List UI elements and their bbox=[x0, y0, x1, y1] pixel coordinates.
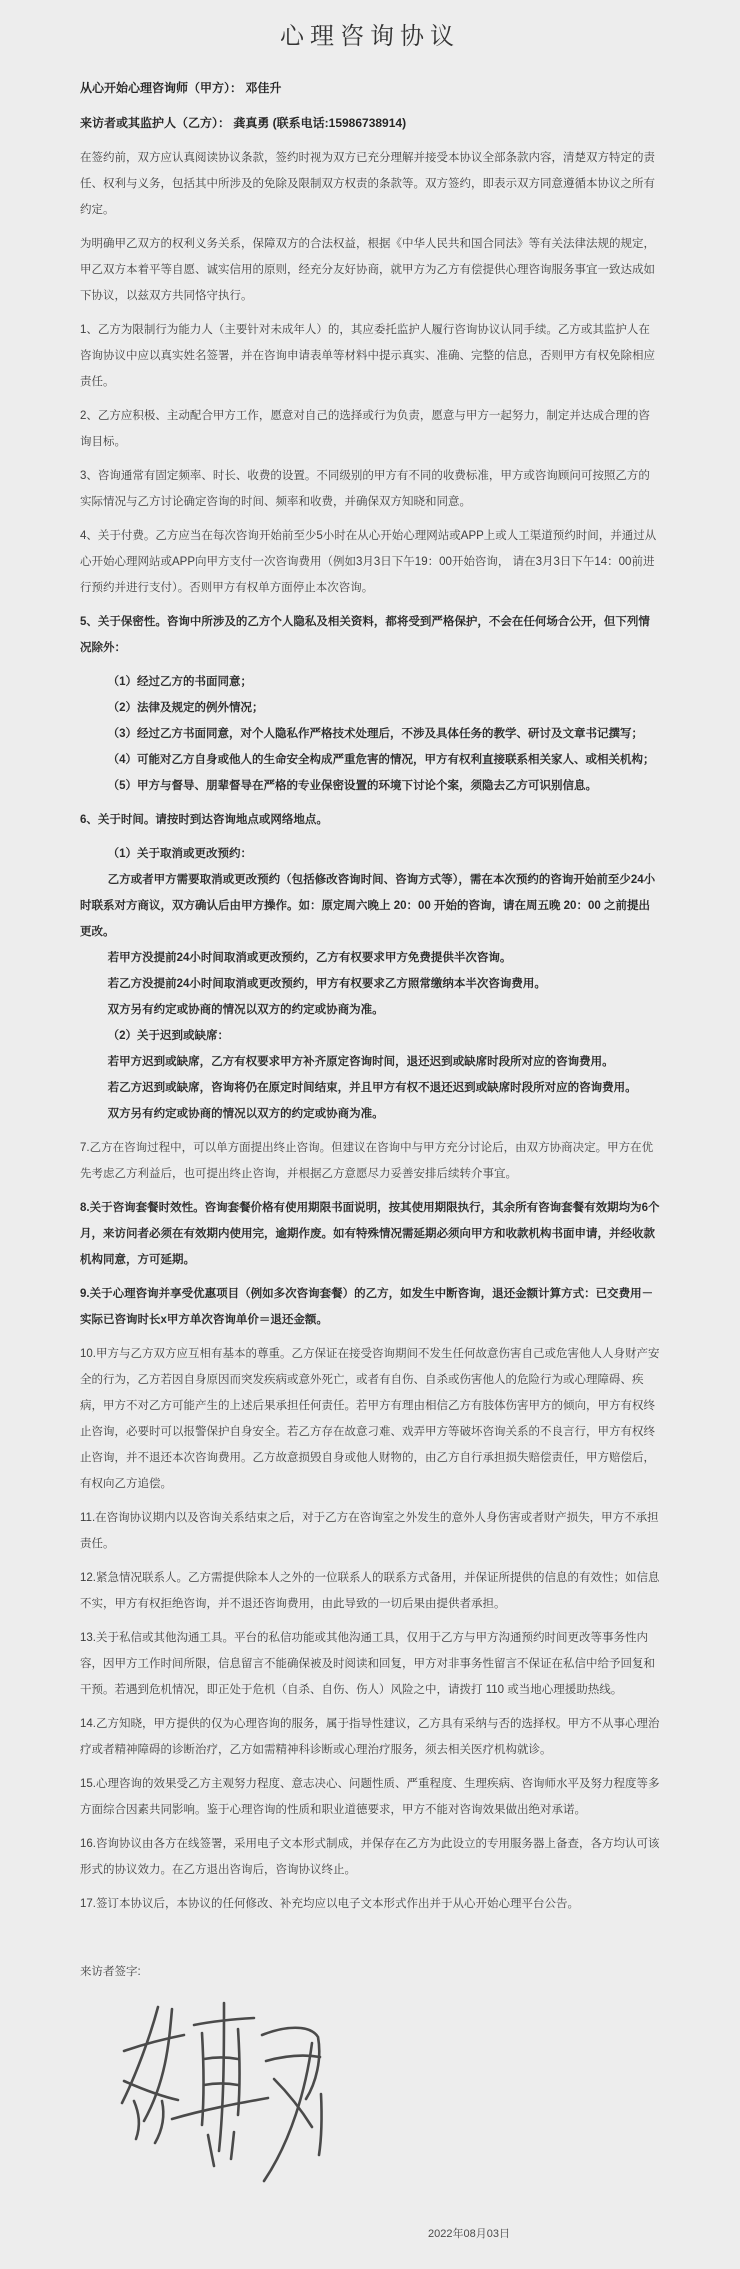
clause-paragraph: 12.紧急情况联系人。乙方需提供除本人之外的一位联系人的联系方式备用，并保证所提供的信息的有效性；如信息不实，甲方有权拒绝咨询，并不退还咨询费用，由此导致的一切后果由提供者承担。 bbox=[80, 1572, 660, 1610]
clause-paragraph: 乙方或者甲方需要取消或更改预约（包括修改咨询时间、咨询方式等），需在本次预约的咨询开始前至少24小时联系对方商议，双方确认后由甲方操作。如：原定周六晚上 20：00 开始的咨询，请在周五晚 20：00 之前提出更改。 bbox=[80, 874, 656, 938]
clause-paragraph: 4、关于付费。乙方应当在每次咨询开始前至少5小时在从心开始心理网站或APP上或人工渠道预约时间，并通过从心开始心理网站或APP向甲方支付一次咨询费用（例如3月3日下午19：00开始咨询， 请在3月3日下午14：00前进行预约并进行支付）。否则甲方有权单方面停止本次咨询。 bbox=[80, 530, 657, 594]
clause-paragraph: （4）可能对乙方自身或他人的生命安全构成严重危害的情况，甲方有权利直接联系相关家人、或相关机构； bbox=[107, 754, 655, 766]
signature-date: 2022年08月03日 bbox=[428, 2228, 510, 2240]
handwritten-signature bbox=[114, 1999, 329, 2191]
clause-paragraph: 10.甲方与乙方双方应互相有基本的尊重。乙方保证在接受咨询期间不发生任何故意伤害自己或危害他人人身财产安全的行为，乙方若因自身原因而突发疾病或意外死亡，或者有自伤、自杀或伤害他人的危险行为或心理障碍、疾病，甲方不对乙方可能产生的上述后果承担任何责任。若甲方有理由相信乙方有肢体伤害甲方的倾向，甲方有权终止咨询，必要时可以报警保护自身安全。若乙方存在故意刁难、戏弄甲方等破坏咨询关系的不良言行，甲方有权终止咨询，并不退还本次咨询费用。乙方故意损毁自身或他人财物的，由乙方自行承担损失赔偿责任，甲方赔偿后，有权向乙方追偿。 bbox=[80, 1348, 660, 1490]
clause-paragraph: 若甲方迟到或缺席，乙方有权要求甲方补齐原定咨询时间，退还迟到或缺席时段所对应的咨询费用。 bbox=[107, 1056, 614, 1068]
party-a-line: 从心开始心理咨询师（甲方）： 邓佳升 bbox=[80, 81, 282, 95]
agreement-document bbox=[80, 0, 660, 2269]
clause-paragraph: 若乙方没提前24小时间取消或更改预约，甲方有权要求乙方照常缴纳本半次咨询费用。 bbox=[107, 978, 546, 990]
clause-paragraph: 若甲方没提前24小时间取消或更改预约，乙方有权要求甲方免费提供半次咨询。 bbox=[107, 952, 512, 964]
clause-paragraph: （3）经过乙方书面同意，对个人隐私作严格技术处理后，不涉及具体任务的教学、研讨及文章书记撰写； bbox=[107, 728, 643, 740]
clause-paragraph: 7.乙方在咨询过程中，可以单方面提出终止咨询。但建议在咨询中与甲方充分讨论后，由双方协商决定。甲方在优先考虑乙方利益后，也可提出终止咨询，并根据乙方意愿尽力妥善安排后续转介事宜。 bbox=[80, 1142, 654, 1180]
clause-paragraph: 为明确甲乙双方的权利义务关系，保障双方的合法权益，根据《中华人民共和国合同法》等有关法律法规的规定，甲乙双方本着平等自愿、诚实信用的原则，经充分友好协商，就甲方为乙方有偿提供心理咨询服务事宜一致达成如下协议，以兹双方共同恪守执行。 bbox=[80, 238, 655, 302]
clause-paragraph: 双方另有约定或协商的情况以双方的约定或协商为准。 bbox=[107, 1108, 384, 1120]
page-title: 心理咨询协议 bbox=[280, 23, 460, 50]
clause-paragraph: 双方另有约定或协商的情况以双方的约定或协商为准。 bbox=[107, 1004, 384, 1016]
clause-paragraph: （5）甲方与督导、朋辈督导在严格的专业保密设置的环境下讨论个案，须隐去乙方可识别信息。 bbox=[107, 780, 597, 792]
signature-label: 来访者签字: bbox=[80, 1966, 141, 1978]
signature-strokes bbox=[122, 2003, 322, 2181]
clause-paragraph: 17.签订本协议后，本协议的任何修改、补充均应以电子文本形式作出并于从心开始心理平台公告。 bbox=[80, 1898, 579, 1910]
clause-paragraph: 2、乙方应积极、主动配合甲方工作，愿意对自己的选择或行为负责，愿意与甲方一起努力，制定并达成合理的咨询目标。 bbox=[80, 410, 650, 448]
agreement-paragraphs bbox=[80, 145, 660, 1917]
party-b-line: 来访者或其监护人（乙方）： 龚真勇 (联系电话:15986738914) bbox=[80, 116, 407, 130]
clause-paragraph: 13.关于私信或其他沟通工具。平台的私信功能或其他沟通工具，仅用于乙方与甲方沟通预约时间更改等事务性内容，因甲方工作时间所限，信息留言不能确保被及时阅读和回复，甲方对非事务性留言不保证在私信中给予回复和干预。若遇到危机情况，即正处于危机（自杀、自伤、伤人）风险之中，请拨打 110 或当地心理援助热线。 bbox=[80, 1632, 655, 1696]
clause-paragraph: （2）法律及规定的例外情况； bbox=[107, 702, 264, 714]
clause-paragraph: 在签约前，双方应认真阅读协议条款，签约时视为双方已充分理解并接受本协议全部条款内容，清楚双方特定的责任、权利与义务，包括其中所涉及的免除及限制双方权责的条款等。双方签约，即表示双方同意遵循本协议之所有约定。 bbox=[80, 152, 655, 216]
clause-paragraph: （2）关于迟到或缺席： bbox=[107, 1030, 229, 1042]
clause-paragraph: （1）关于取消或更改预约： bbox=[107, 848, 252, 860]
clause-paragraph: 3、咨询通常有固定频率、时长、收费的设置。不同级别的甲方有不同的收费标准，甲方或咨询顾问可按照乙方的实际情况与乙方讨论确定咨询的时间、频率和收费，并确保双方知晓和同意。 bbox=[80, 470, 650, 508]
clause-paragraph: 8.关于咨询套餐时效性。咨询套餐价格有使用期限书面说明，按其使用期限执行，其余所有咨询套餐有效期均为6个月，来访问者必须在有效期内使用完，逾期作废。如有特殊情况需延期必须向甲方和收款机构书面申请，并经收款机构同意，方可延期。 bbox=[80, 1202, 660, 1266]
clause-paragraph: 若乙方迟到或缺席，咨询将仍在原定时间结束，并且甲方有权不退还迟到或缺席时段所对应的咨询费用。 bbox=[107, 1082, 637, 1094]
clause-paragraph: 6、关于时间。请按时到达咨询地点或网络地点。 bbox=[80, 814, 328, 826]
clause-paragraph: 16.咨询协议由各方在线签署，采用电子文本形式制成，并保存在乙方为此设立的专用服务器上备查，各方均认可该形式的协议效力。在乙方退出咨询后，咨询协议终止。 bbox=[80, 1838, 660, 1876]
clause-paragraph: 14.乙方知晓，甲方提供的仅为心理咨询的服务，属于指导性建议，乙方具有采纳与否的选择权。甲方不从事心理治疗或者精神障碍的诊断治疗，乙方如需精神科诊断或心理治疗服务，须去相关医疗机构就诊。 bbox=[80, 1718, 660, 1756]
clause-paragraph: （1）经过乙方的书面同意； bbox=[107, 676, 252, 688]
clause-paragraph: 9.关于心理咨询并享受优惠项目（例如多次咨询套餐）的乙方，如发生中断咨询，退还金额计算方式：已交费用－实际已咨询时长x甲方单次咨询单价＝退还金额。 bbox=[80, 1288, 654, 1326]
clause-paragraph: 1、乙方为限制行为能力人（主要针对未成年人）的，其应委托监护人履行咨询协议认同手续。乙方或其监护人在咨询协议中应以真实姓名签署，并在咨询申请表单等材料中提示真实、准确、完整的信息，否则甲方有权免除相应责任。 bbox=[80, 324, 655, 388]
clause-paragraph: 5、关于保密性。咨询中所涉及的乙方个人隐私及相关资料，都将受到严格保护，不会在任何场合公开，但下列情况除外： bbox=[80, 616, 650, 654]
clause-paragraph: 15.心理咨询的效果受乙方主观努力程度、意志决心、问题性质、严重程度、生理疾病、咨询师水平及努力程度等多方面综合因素共同影响。鉴于心理咨询的性质和职业道德要求，甲方不能对咨询效果做出绝对承诺。 bbox=[80, 1778, 660, 1816]
clause-paragraph: 11.在咨询协议期内以及咨询关系结束之后，对于乙方在咨询室之外发生的意外人身伤害或者财产损失，甲方不承担责任。 bbox=[80, 1512, 659, 1550]
